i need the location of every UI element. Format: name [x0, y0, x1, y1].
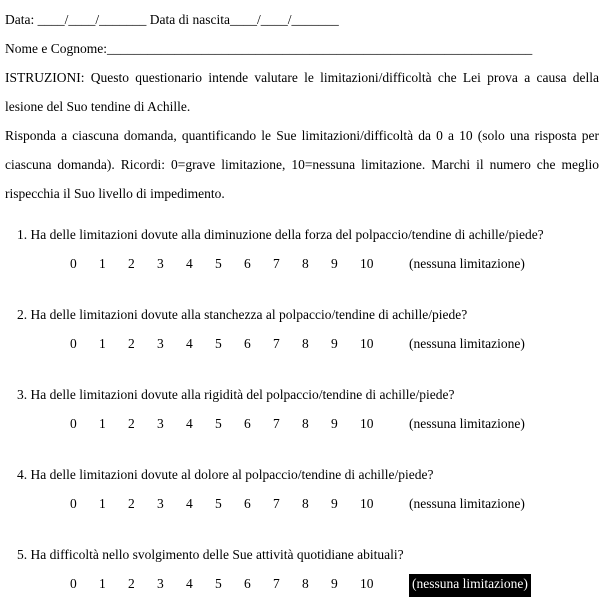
question-block: [5, 220, 599, 278]
rating-option[interactable]: 0: [70, 256, 77, 271]
rating-option[interactable]: 6: [244, 336, 251, 351]
rating-option[interactable]: 1: [99, 416, 106, 431]
rating-option[interactable]: 7: [273, 336, 280, 351]
rating-option[interactable]: 1: [99, 256, 106, 271]
rating-scale: [5, 569, 599, 598]
question-text: Ha delle limitazioni dovute alla rigidità del polpaccio/tendine di achille/piede?: [30, 387, 455, 402]
rating-option[interactable]: 5: [215, 256, 222, 271]
rating-option[interactable]: 0: [70, 576, 77, 591]
instructions-paragraph-1: ISTRUZIONI: Questo questionario intende valutare le limitazioni/difficoltà che Lei prova a causa della lesione del Suo tendine di Achille.: [5, 70, 599, 114]
rating-option[interactable]: 10: [360, 576, 374, 591]
rating-scale: [5, 249, 599, 278]
scale-suffix-label: (nessuna limitazione): [409, 496, 525, 511]
question-text: Ha delle limitazioni dovute al dolore al polpaccio/tendine di achille/piede?: [30, 467, 434, 482]
rating-option[interactable]: 0: [70, 496, 77, 511]
rating-option[interactable]: 6: [244, 496, 251, 511]
rating-option[interactable]: 6: [244, 416, 251, 431]
question-line: [5, 380, 599, 409]
rating-option[interactable]: 3: [157, 256, 164, 271]
question-number: 2.: [17, 307, 28, 322]
rating-scale: [5, 409, 599, 438]
rating-option[interactable]: 3: [157, 496, 164, 511]
rating-option[interactable]: 1: [99, 496, 106, 511]
rating-option[interactable]: 5: [215, 336, 222, 351]
dob-label: Data di nascita: [149, 12, 230, 27]
rating-options: [70, 336, 389, 351]
rating-scale: [5, 489, 599, 518]
question-text: Ha difficoltà nello svolgimento delle Sue attività quotidiane abituali?: [30, 547, 404, 562]
rating-scale: [5, 329, 599, 358]
scale-suffix-label-highlighted: (nessuna limitazione): [409, 574, 531, 597]
question-line: [5, 220, 599, 249]
question-line: [5, 540, 599, 569]
rating-options: [70, 256, 389, 271]
rating-option[interactable]: 7: [273, 576, 280, 591]
rating-option[interactable]: 6: [244, 576, 251, 591]
rating-option[interactable]: 7: [273, 256, 280, 271]
rating-option[interactable]: 9: [331, 256, 338, 271]
rating-option[interactable]: 2: [128, 416, 135, 431]
date-label: Data:: [5, 12, 35, 27]
question-number: 4.: [17, 467, 28, 482]
rating-option[interactable]: 8: [302, 416, 309, 431]
rating-options: [70, 496, 389, 511]
rating-option[interactable]: 5: [215, 496, 222, 511]
rating-option[interactable]: 1: [99, 576, 106, 591]
question-block: [5, 540, 599, 598]
rating-option[interactable]: 1: [99, 336, 106, 351]
rating-option[interactable]: 8: [302, 256, 309, 271]
rating-options: [70, 416, 389, 431]
rating-option[interactable]: 4: [186, 416, 193, 431]
rating-option[interactable]: 2: [128, 336, 135, 351]
rating-option[interactable]: 7: [273, 496, 280, 511]
question-block: [5, 300, 599, 358]
rating-option[interactable]: 5: [215, 416, 222, 431]
scale-suffix-label: (nessuna limitazione): [409, 416, 525, 431]
question-block: [5, 460, 599, 518]
rating-option[interactable]: 9: [331, 496, 338, 511]
instructions-paragraph-2: Risponda a ciascuna domanda, quantificando le Sue limitazioni/difficoltà da 0 a 10 (solo una risposta per ciascuna domanda). Ricordi: 0=grave limitazione, 10=nessuna limitazione. Marchi il numero che meglio rispecchia il Suo livello di impedimento.: [5, 128, 599, 201]
rating-option[interactable]: 9: [331, 416, 338, 431]
rating-option[interactable]: 3: [157, 416, 164, 431]
rating-option[interactable]: 4: [186, 256, 193, 271]
name-blank-field[interactable]: _______________________________________________________________: [106, 41, 533, 56]
question-number: 5.: [17, 547, 28, 562]
rating-option[interactable]: 10: [360, 416, 374, 431]
rating-option[interactable]: 0: [70, 336, 77, 351]
question-line: [5, 460, 599, 489]
question-number: 1.: [17, 227, 28, 242]
question-block: [5, 380, 599, 438]
question-line: [5, 300, 599, 329]
dob-blank-field[interactable]: ____/____/_______: [229, 12, 339, 27]
rating-option[interactable]: 10: [360, 256, 374, 271]
rating-option[interactable]: 2: [128, 576, 135, 591]
rating-option[interactable]: 3: [157, 576, 164, 591]
name-label: Nome e Cognome:: [5, 41, 107, 56]
date-blank-field[interactable]: ____/____/_______: [37, 12, 147, 27]
question-text: Ha delle limitazioni dovute alla diminuzione della forza del polpaccio/tendine di achille/piede?: [30, 227, 544, 242]
question-text: Ha delle limitazioni dovute alla stanchezza al polpaccio/tendine di achille/piede?: [30, 307, 468, 322]
rating-option[interactable]: 6: [244, 256, 251, 271]
rating-option[interactable]: 10: [360, 336, 374, 351]
rating-option[interactable]: 4: [186, 496, 193, 511]
question-number: 3.: [17, 387, 28, 402]
rating-option[interactable]: 8: [302, 336, 309, 351]
rating-option[interactable]: 5: [215, 576, 222, 591]
rating-option[interactable]: 3: [157, 336, 164, 351]
rating-option[interactable]: 8: [302, 496, 309, 511]
rating-option[interactable]: 0: [70, 416, 77, 431]
rating-option[interactable]: 8: [302, 576, 309, 591]
date-line: [5, 5, 599, 34]
rating-option[interactable]: 7: [273, 416, 280, 431]
rating-option[interactable]: 9: [331, 576, 338, 591]
name-line: [5, 34, 599, 63]
rating-option[interactable]: 9: [331, 336, 338, 351]
rating-option[interactable]: 10: [360, 496, 374, 511]
scale-suffix-label: (nessuna limitazione): [409, 256, 525, 271]
rating-option[interactable]: 2: [128, 256, 135, 271]
rating-option[interactable]: 4: [186, 336, 193, 351]
rating-option[interactable]: 4: [186, 576, 193, 591]
rating-option[interactable]: 2: [128, 496, 135, 511]
rating-options: [70, 576, 389, 591]
scale-suffix-label: (nessuna limitazione): [409, 336, 525, 351]
